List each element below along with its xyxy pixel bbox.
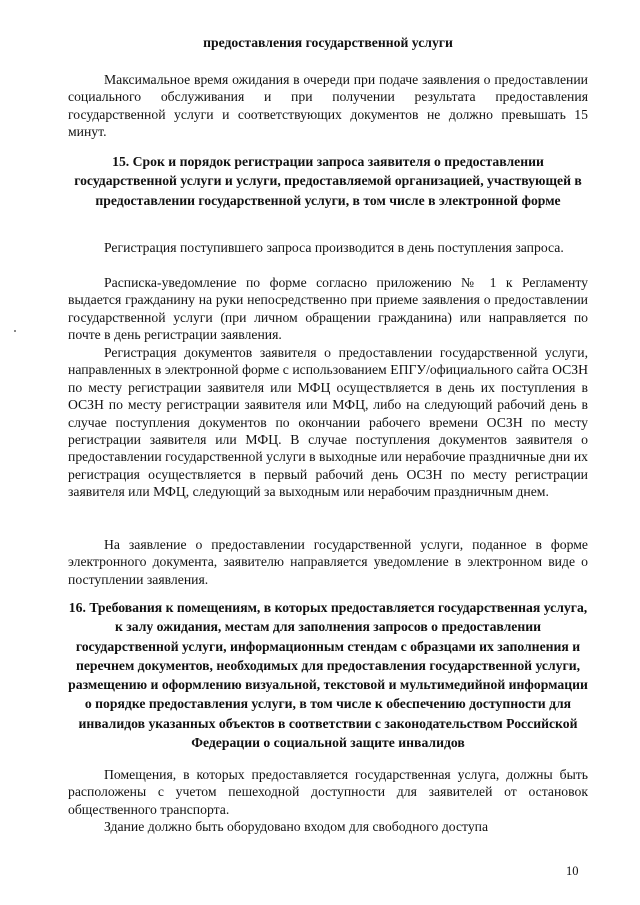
section-15-paragraph-4: На заявление о предоставлении государственной услуги, поданное в форме электронного документа, заявителю направляется уведомление в электронном виде о поступлении заявления. — [68, 537, 588, 587]
continued-heading-line: предоставления государственной услуги — [203, 35, 453, 50]
section-16-title: 16. Требования к помещениям, в которых предоставляется государственная услуга, к залу ожидания, местам для заполнения запросов о предоставлении государственной услуги, информационным стендам с образцами их заполнения и перечнем документов, необходимых для предоставления государственной услуги, размещению и оформлению визуальной, текстовой и мультимедийной информации о порядке предоставления услуги, в том числе к обеспечению доступности для инвалидов указанных объектов в соответствии с законодательством Российской Федерации о социальной защите инвалидов — [68, 600, 588, 751]
section-15-paragraph-3: Регистрация документов заявителя о предоставлении государственной услуги, направленных в электронной форме с использованием ЕПГУ/официального сайта ОСЗН по месту регистрации заявителя или МФЦ осуществляется в день их поступления в ОСЗН по месту регистрации заявителя или МФЦ, либо на следующий рабочий день в случае поступления документов по окончании рабочего времени ОСЗН по месту регистрации заявителя или МФЦ. В случае поступления документов заявителя о предоставлении государственной услуги в выходные или нерабочие праздничные дни их регистрация осуществляется в первый рабочий день ОСЗН по месту регистрации заявителя или МФЦ, следующий за выходным или нерабочим праздничным днем. — [68, 345, 588, 500]
section-15-paragraph-1: Регистрация поступившего запроса производится в день поступления запроса. — [104, 240, 564, 255]
paragraph-waiting-time: Максимальное время ожидания в очереди при подаче заявления о предоставлении социального обслуживания и при получении результата предоставления государственной услуги и соответствующих документов не должно превышать 15 минут. — [68, 72, 588, 140]
section-16-paragraph-1: Помещения, в которых предоставляется государственная услуга, должны быть расположены с учетом пешеходной доступности для заявителей от остановок общественного транспорта. — [68, 767, 588, 817]
page-number: 10 — [566, 864, 579, 878]
scan-edge-mark — [14, 330, 16, 332]
section-15-paragraph-2: Расписка-уведомление по форме согласно приложению № 1 к Регламенту выдается гражданину на руки непосредственно при приеме заявления о предоставлении государственной услуги (при личном обращении гражданина) или направляется по почте в день регистрации заявления. — [68, 275, 588, 343]
section-16-paragraph-2: Здание должно быть оборудовано входом для свободного доступа — [104, 819, 489, 834]
section-15-title: 15. Срок и порядок регистрации запроса заявителя о предоставлении государственной услуги и услуги, предоставляемой организацией, участвующей в предоставлении государственной услуги, в том числе в электронной форме — [74, 154, 582, 208]
